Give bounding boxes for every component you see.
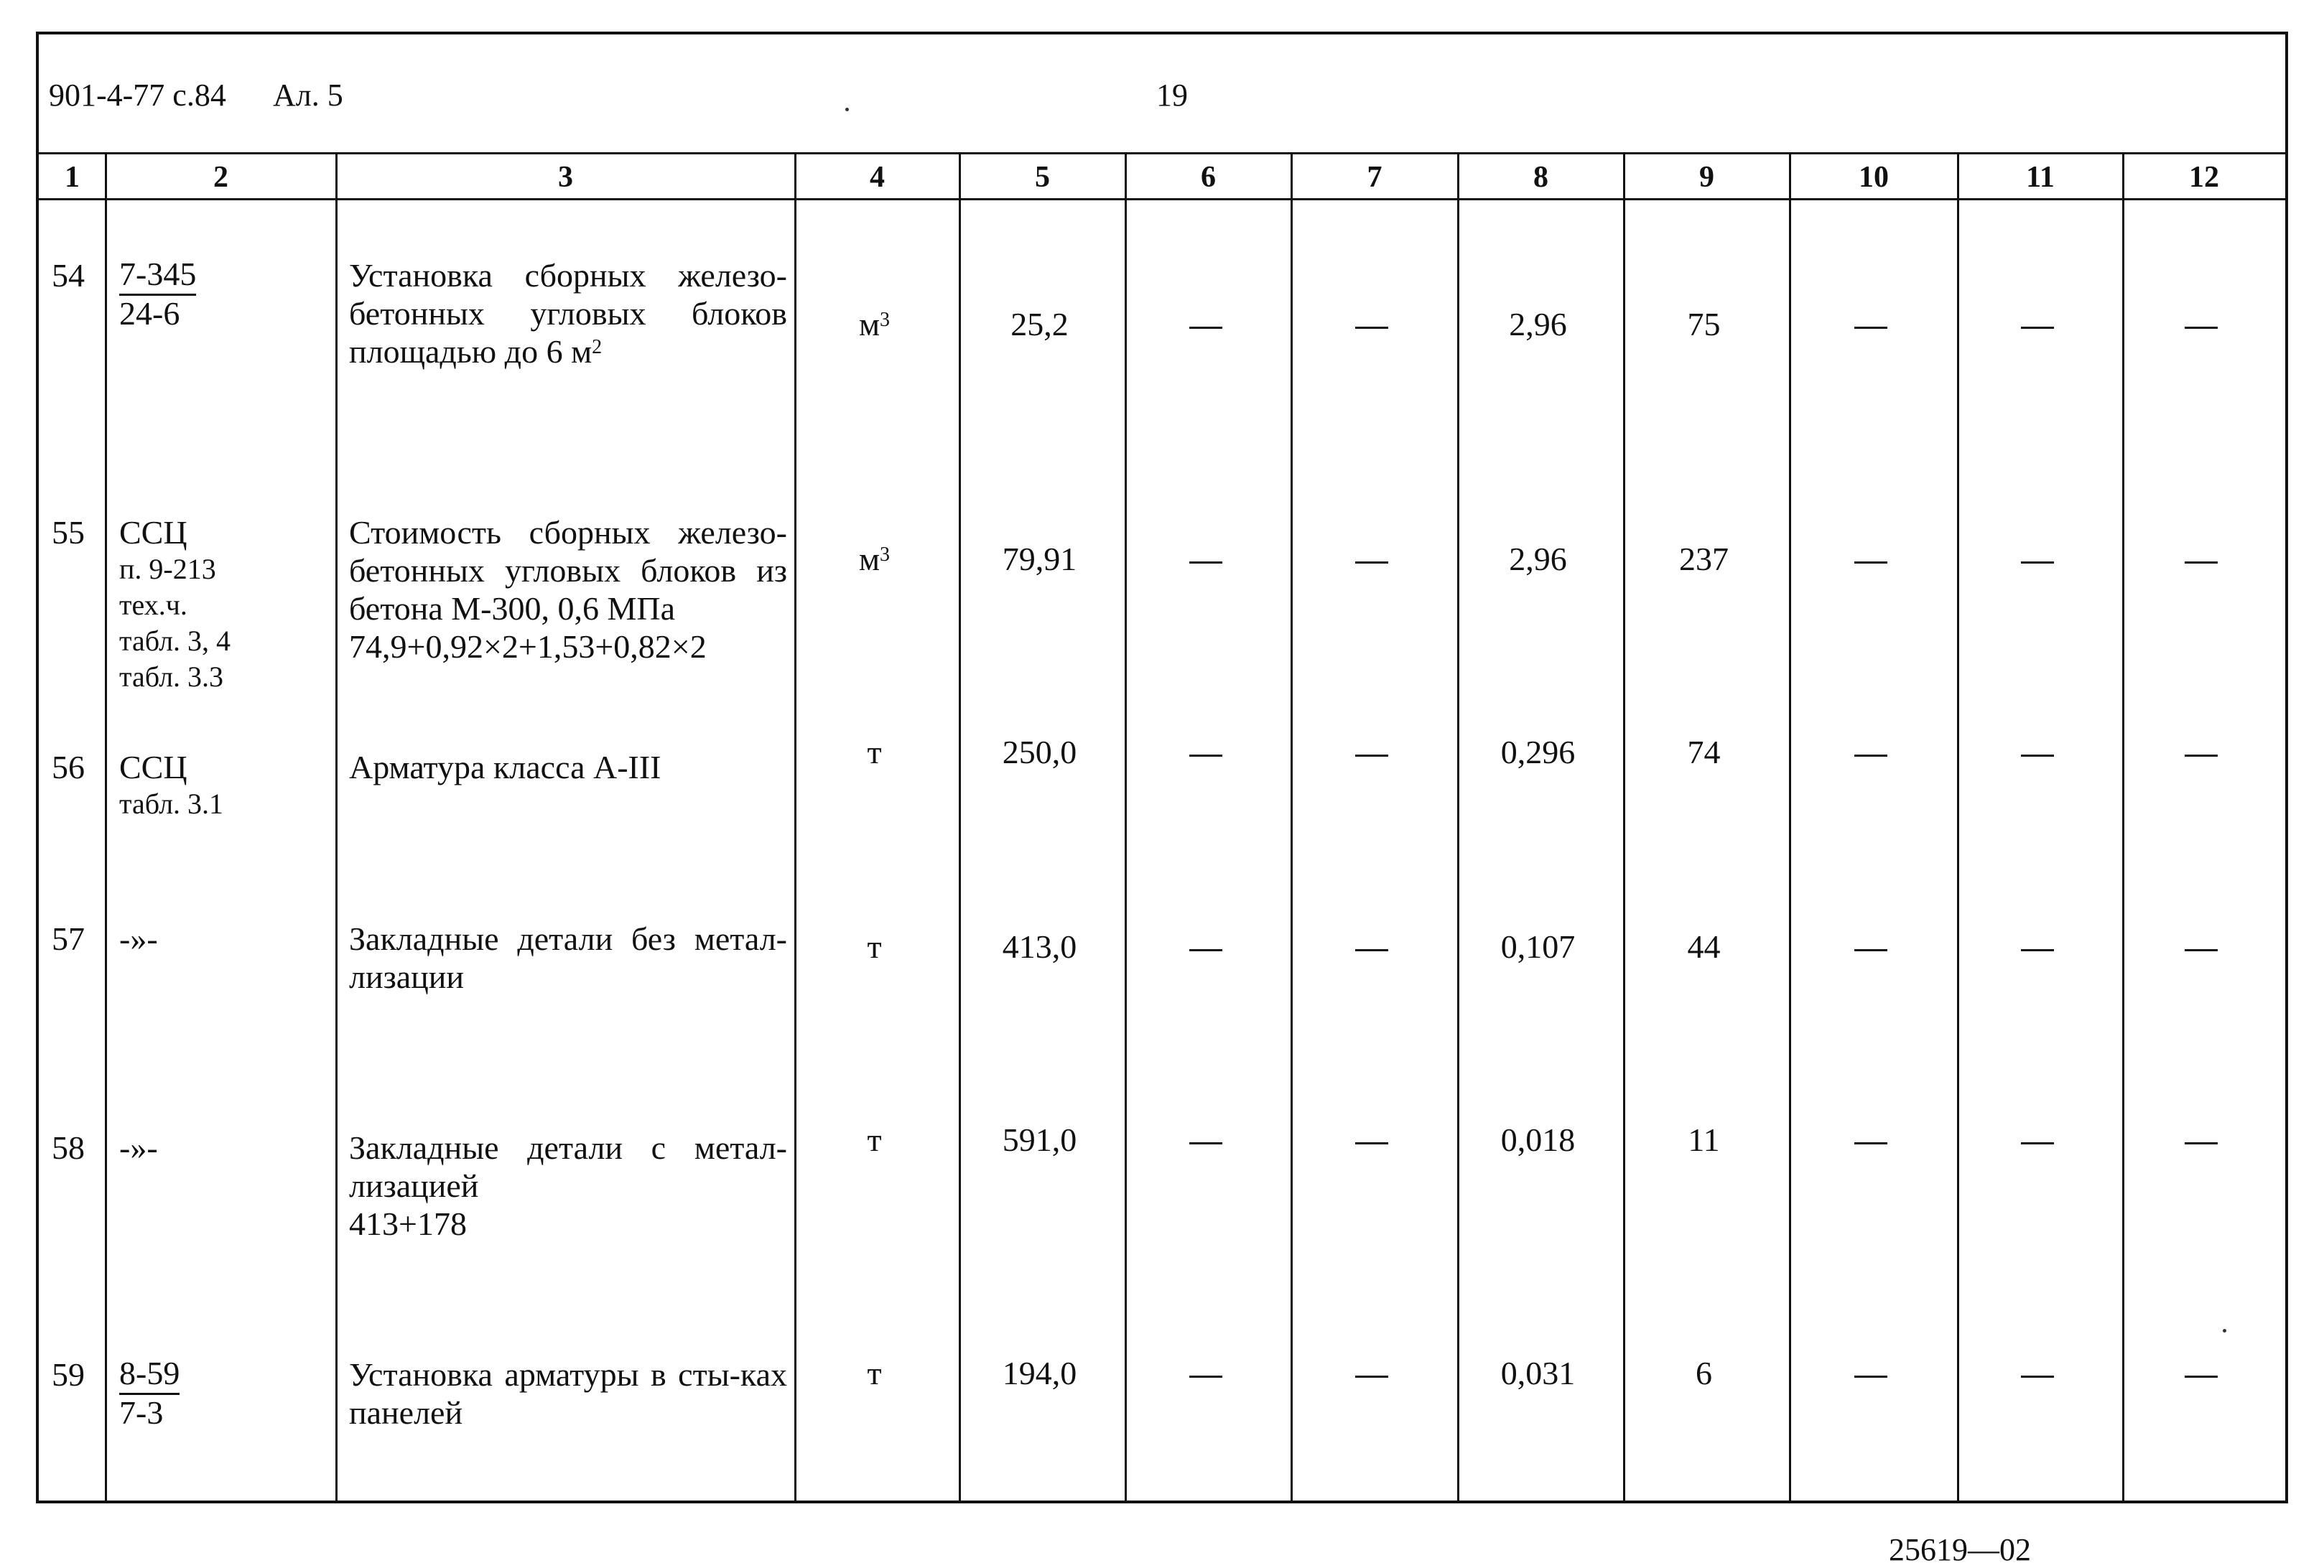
value-col-7 [1288, 733, 1455, 771]
dash [1355, 949, 1388, 951]
description-text: Установка арматуры в сты-ках панелей [349, 1356, 787, 1431]
description [349, 256, 787, 370]
dash [1854, 1142, 1887, 1144]
value-col-12 [2120, 1121, 2282, 1159]
column-divider [1957, 154, 1959, 1501]
dash [2021, 561, 2054, 564]
value-col-6 [1123, 1354, 1288, 1392]
document-code: 901-4-77 с.84 [49, 78, 226, 113]
description [349, 1129, 787, 1243]
column-header-6: 6 [1201, 161, 1216, 194]
value-col-5: 250,0 [1002, 734, 1077, 770]
unit-superscript: 3 [880, 543, 891, 566]
page-number: 19 [1156, 78, 1188, 113]
dash [2021, 1376, 2054, 1378]
value-col-6 [1123, 928, 1288, 966]
description [349, 513, 787, 666]
row-number: 58 [52, 1129, 85, 1166]
reference-line: табл. 3, 4 [119, 625, 231, 657]
description-formula: 413+178 [349, 1205, 467, 1242]
value-col-5: 25,2 [1010, 306, 1069, 342]
dash [2185, 1376, 2218, 1378]
dash [1355, 327, 1388, 329]
description-text: Арматура класса А-III [349, 749, 661, 785]
value-col-8: 0,107 [1500, 928, 1576, 965]
dash [2185, 949, 2218, 951]
description-text: Установка сборных железо-бетонных угловых блоков площадью до 6 м [349, 257, 787, 370]
value-col-5: 591,0 [1002, 1121, 1077, 1158]
value-col-7 [1288, 928, 1455, 966]
column-divider [1291, 154, 1293, 1501]
description-superscript: 2 [592, 336, 603, 358]
dash [1189, 1142, 1222, 1144]
dash [1854, 949, 1887, 951]
reference-code [119, 920, 335, 958]
dash [1355, 755, 1388, 757]
column-divider [1623, 154, 1625, 1501]
column-divider [2122, 154, 2124, 1501]
reference-line: -»- [119, 1129, 158, 1166]
value-col-9: 44 [1687, 928, 1721, 965]
reference-line: -»- [119, 920, 158, 957]
value-col-5: 79,91 [1002, 541, 1077, 577]
album-number: Ал. 5 [273, 78, 343, 113]
reference-numerator: 8-59 [119, 1355, 180, 1395]
dash [1854, 561, 1887, 564]
column-divider [959, 154, 961, 1501]
unit [792, 928, 957, 966]
scan-speck [2223, 1329, 2226, 1333]
value-col-11 [1955, 1121, 2120, 1159]
dash [1355, 561, 1388, 564]
dash [1189, 755, 1222, 757]
description [349, 920, 787, 996]
reference-denominator: 24-6 [119, 295, 180, 332]
column-header-5: 5 [1035, 161, 1050, 194]
dash [2021, 1142, 2054, 1144]
unit-text: м [858, 306, 880, 342]
dash [1189, 1376, 1222, 1378]
unit [792, 733, 957, 771]
reference-fraction [119, 1355, 180, 1431]
value-col-8: 2,96 [1509, 306, 1567, 342]
reference-denominator: 7-3 [119, 1394, 164, 1431]
description [349, 1355, 787, 1432]
column-header-11: 11 [2026, 161, 2055, 194]
column-number-row [39, 154, 2285, 200]
unit-text: т [867, 734, 882, 770]
value-col-9: 6 [1696, 1355, 1712, 1391]
dash [2021, 327, 2054, 329]
document-number: 25619—02 [1889, 1532, 2031, 1567]
dash [2185, 755, 2218, 757]
value-col-11 [1955, 1354, 2120, 1392]
dash [2185, 327, 2218, 329]
value-col-10 [1787, 540, 1955, 578]
value-col-8: 0,296 [1500, 734, 1576, 770]
scan-speck [845, 108, 849, 111]
value-col-9: 75 [1687, 306, 1721, 342]
dash [1854, 327, 1887, 329]
column-header-12: 12 [2189, 161, 2219, 194]
dash [1189, 561, 1222, 564]
reference-code [119, 513, 335, 695]
unit [792, 305, 957, 343]
column-header-9: 9 [1699, 161, 1714, 194]
unit-text: т [867, 928, 882, 965]
value-col-7 [1288, 1121, 1455, 1159]
column-divider [105, 154, 107, 1501]
value-col-10 [1787, 1121, 1955, 1159]
unit [792, 1121, 957, 1159]
row-number: 55 [52, 514, 85, 551]
description-text: Закладные детали без метал-лизации [349, 920, 787, 995]
unit-text: т [867, 1355, 882, 1391]
unit-superscript: 3 [880, 309, 891, 331]
column-header-10: 10 [1859, 161, 1889, 194]
unit [792, 1354, 957, 1392]
unit [792, 540, 957, 578]
reference-code [119, 748, 335, 822]
dash [1854, 755, 1887, 757]
reference-code [119, 1129, 335, 1167]
column-divider [1789, 154, 1791, 1501]
value-col-6 [1123, 540, 1288, 578]
reference-line: ССЦ [119, 514, 187, 551]
column-divider [1125, 154, 1127, 1501]
value-col-10 [1787, 1354, 1955, 1392]
reference-numerator: 7-345 [119, 256, 196, 296]
row-number: 54 [52, 257, 85, 294]
column-divider [335, 154, 338, 1501]
value-col-7 [1288, 305, 1455, 343]
dash [2185, 561, 2218, 564]
column-divider [794, 154, 796, 1501]
value-col-9: 237 [1679, 541, 1729, 577]
dash [1854, 1376, 1887, 1378]
value-col-12 [2120, 928, 2282, 966]
row-number: 56 [52, 749, 85, 785]
value-col-6 [1123, 305, 1288, 343]
value-col-6 [1123, 1121, 1288, 1159]
value-col-9: 74 [1687, 734, 1721, 770]
dash [2021, 755, 2054, 757]
description [349, 748, 787, 786]
column-header-8: 8 [1533, 161, 1548, 194]
value-col-6 [1123, 733, 1288, 771]
reference-code [119, 256, 335, 332]
reference-line: ССЦ [119, 749, 187, 785]
column-header-4: 4 [870, 161, 885, 194]
value-col-7 [1288, 1354, 1455, 1392]
dash [1355, 1376, 1388, 1378]
reference-line: п. 9-213 [119, 553, 216, 585]
row-number: 57 [52, 920, 85, 957]
reference-fraction [119, 256, 196, 332]
unit-text: т [867, 1121, 882, 1158]
reference-code [119, 1355, 335, 1432]
column-divider [1457, 154, 1459, 1501]
value-col-10 [1787, 733, 1955, 771]
description-text: Закладные детали с метал-лизацией [349, 1129, 787, 1204]
value-col-10 [1787, 928, 1955, 966]
column-header-2: 2 [213, 161, 228, 194]
page-header [39, 34, 2285, 154]
column-header-1: 1 [65, 161, 80, 194]
description-formula: 74,9+0,92×2+1,53+0,82×2 [349, 628, 707, 665]
row-number: 59 [52, 1356, 85, 1393]
column-header-3: 3 [558, 161, 573, 194]
dash [1189, 949, 1222, 951]
value-col-12 [2120, 733, 2282, 771]
value-col-5: 413,0 [1002, 928, 1077, 965]
value-col-8: 2,96 [1509, 541, 1567, 577]
dash [2021, 949, 2054, 951]
reference-line: тех.ч. [119, 589, 187, 621]
dash [1189, 327, 1222, 329]
reference-line: табл. 3.3 [119, 661, 224, 693]
value-col-12 [2120, 305, 2282, 343]
value-col-12 [2120, 540, 2282, 578]
value-col-10 [1787, 305, 1955, 343]
dash [2185, 1142, 2218, 1144]
value-col-12 [2120, 1354, 2282, 1392]
unit-text: м [858, 541, 880, 577]
value-col-8: 0,031 [1500, 1355, 1576, 1391]
value-col-11 [1955, 733, 2120, 771]
value-col-9: 11 [1688, 1121, 1720, 1158]
dash [1355, 1142, 1388, 1144]
reference-line: табл. 3.1 [119, 788, 224, 820]
value-col-7 [1288, 540, 1455, 578]
description-text: Стоимость сборных железо-бетонных угловых блоков из бетона М-300, 0,6 МПа [349, 514, 787, 627]
column-header-7: 7 [1367, 161, 1382, 194]
value-col-5: 194,0 [1002, 1355, 1077, 1391]
value-col-8: 0,018 [1500, 1121, 1576, 1158]
value-col-11 [1955, 540, 2120, 578]
value-col-11 [1955, 928, 2120, 966]
value-col-11 [1955, 305, 2120, 343]
